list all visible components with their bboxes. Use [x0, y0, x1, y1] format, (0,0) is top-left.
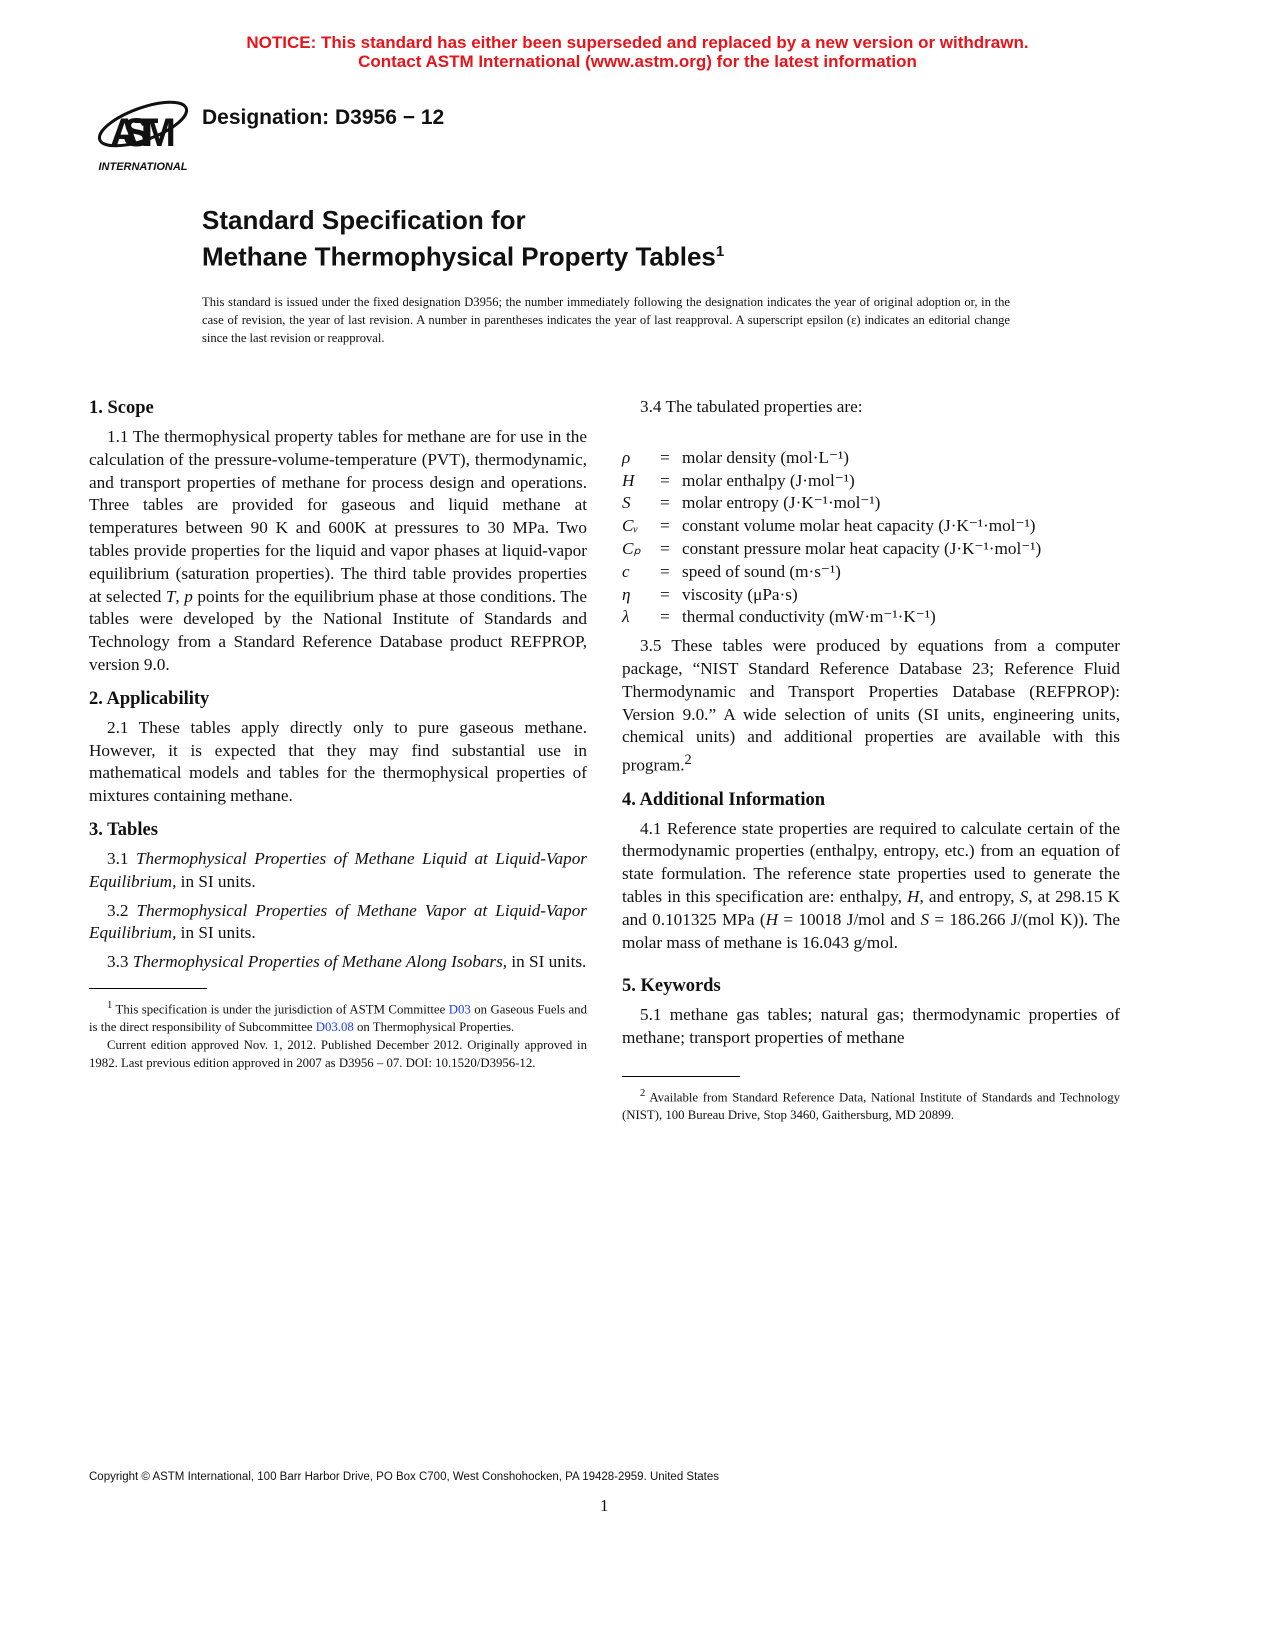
text-run: Cᵥ	[622, 516, 639, 536]
text-run: =	[660, 538, 670, 558]
text-run: η	[622, 584, 631, 604]
copyright: Copyright © ASTM International, 100 Barr Harbor Drive, PO Box C700, West Conshohocken, PA 19428-2959. United States	[89, 1471, 720, 1483]
text-run: 3.5 These tables were produced by equations from a computer package, “NIST Standard Reference Database 23; Reference Fluid Thermodynamic and Transport Properties Database (REFPROP): Version 9.0.” A wide selection of units (SI units, engineering units, chemical units) and additional properties are available with this program.	[622, 636, 1120, 775]
svg-text:ASTM: ASTM	[110, 111, 176, 155]
footnote-1-edition: Current edition approved Nov. 1, 2012. Published December 2012. Originally approved in 1982. Last previous edition approved in 2007 as D3956 – 07. DOI: 10.1520/D3956-12.	[89, 1038, 587, 1071]
section-heading-additional-information: 4. Additional Information	[622, 789, 826, 810]
text-run: 3.3	[107, 952, 133, 972]
section-heading-keywords: 5. Keywords	[622, 976, 721, 997]
symbol-definition: molar enthalpy (J·mol⁻¹)	[682, 470, 855, 490]
symbol-definition: thermal conductivity (mW·m⁻¹·K⁻¹)	[682, 607, 936, 627]
text-run: H	[765, 909, 778, 929]
section-heading-tables: 3. Tables	[89, 819, 158, 840]
text-run: on Gaseous Fuels and is the direct responsibility of Subcommittee	[89, 1002, 587, 1035]
text-run: 1.1 The thermophysical property tables for methane are for use in the calculation of the pressure-volume-temperature (PVT), thermodynamic, and transport properties of methane for process design and operations. Three tables are provided for gaseous and liquid methane at temperatures between 90 K and 600K at pressures to 30 MPa. Two tables provide properties for the liquid and vapor phases at liquid-vapor equilibrium (saturation properties). The third table provides properties at selected	[89, 427, 587, 606]
text-run: This specification is under the jurisdiction of ASTM Committee	[112, 1002, 449, 1017]
text-run: points for the equilibrium phase at those conditions. The tables were developed by the National Institute of Standards and Technology from a Standard Reference Database product REFPROP, version 9.0.	[89, 586, 587, 674]
text-run: H	[907, 887, 920, 907]
text-run: =	[660, 607, 670, 627]
text-run: 3.2	[107, 900, 137, 920]
text-run: 2	[640, 1088, 646, 1100]
paragraph-2-1: 2.1 These tables apply directly only to pure gaseous methane. However, it is expected that they may find substantial use in mathematical models and tables for the thermophysical properties of mixtures containing methane.	[89, 717, 587, 806]
text-run: 3.1	[107, 848, 136, 868]
page-number: 1	[600, 1496, 609, 1515]
text-run: S	[1019, 887, 1029, 907]
text-run: in SI units.	[176, 923, 256, 943]
symbol-definition: constant pressure molar heat capacity (J·K⁻¹·mol⁻¹)	[682, 538, 1042, 558]
left-column	[89, 396, 587, 1072]
text-run: Thermophysical Properties of Methane Along Isobars,	[132, 952, 508, 972]
text-run: c	[622, 561, 630, 581]
text-run: H	[622, 470, 635, 490]
text-run: S	[920, 909, 930, 929]
title-line-2: Methane Thermophysical Property Tables	[202, 241, 716, 272]
paragraph-4-1	[622, 818, 1120, 955]
withdrawal-notice	[0, 33, 1275, 71]
symbol-definition: speed of sound (m·s⁻¹)	[682, 561, 841, 581]
text-run: =	[660, 447, 670, 467]
text-run: , at 298.15 K and 0.101325 MPa (	[622, 887, 1120, 929]
right-column	[622, 396, 1120, 1124]
text-run: = 10018 J/mol and	[778, 909, 921, 929]
notice-line-1: NOTICE: This standard has either been superseded and replaced by a new version or withdrawn.	[246, 33, 1029, 52]
text-run: , and entropy,	[919, 887, 1020, 907]
text-run: = 186.266 J/(mol K)). The molar mass of methane is 16.043 g/mol.	[622, 909, 1121, 952]
text-run: on Thermophysical Properties.	[353, 1020, 515, 1035]
text-run: T	[165, 586, 176, 606]
text-run: =	[660, 470, 670, 490]
text-run: in SI units.	[176, 871, 256, 891]
text-run: S	[622, 493, 631, 513]
symbol-definition: molar entropy (J·K⁻¹·mol⁻¹)	[682, 493, 881, 513]
astm-logo	[93, 84, 193, 174]
footnote-divider	[89, 988, 207, 989]
text-run: Cₚ	[622, 538, 641, 558]
text-run: =	[660, 561, 670, 581]
paragraph-1-1	[89, 426, 587, 677]
paragraph-3-5	[622, 635, 1120, 778]
footnote-divider	[622, 1076, 740, 1077]
text-run: 4.1 Reference state properties are required to calculate certain of the thermodynamic properties (enthalpy, entropy, etc.) from an equation of state formulation. The reference state properties used to generate the tables in this specification are: enthalpy,	[622, 818, 1120, 907]
symbol-definition: viscosity (μPa·s)	[682, 584, 798, 604]
text-run: ρ	[622, 447, 631, 467]
document-title	[202, 205, 724, 273]
text-run: λ	[622, 607, 630, 627]
paragraph-3-2	[89, 900, 587, 946]
text-run: p	[184, 586, 193, 606]
link-d03[interactable]: D03	[448, 1002, 471, 1017]
notice-line-2: Contact ASTM International (www.astm.org) for the latest information	[358, 52, 917, 71]
svg-text:INTERNATIONAL: INTERNATIONAL	[98, 161, 188, 173]
text-run: ,	[175, 586, 185, 606]
paragraph-5-1: 5.1 methane gas tables; natural gas; thermodynamic properties of methane; transport properties of methane	[622, 1005, 1120, 1048]
text-run: in SI units.	[507, 952, 587, 972]
title-footnote-ref: 1	[715, 243, 725, 260]
section-heading-applicability: 2. Applicability	[89, 688, 210, 709]
link-d03-08[interactable]: D03.08	[315, 1020, 354, 1035]
text-run: Thermophysical Properties of Methane Vapor at Liquid-Vapor Equilibrium,	[89, 900, 587, 943]
text-run: 1	[107, 999, 113, 1011]
footnote-1	[89, 997, 587, 1072]
symbol-definition: constant volume molar heat capacity (J·K⁻¹·mol⁻¹)	[682, 516, 1036, 536]
text-run: 2	[684, 752, 692, 769]
text-run: =	[660, 516, 670, 536]
title-line-1: Standard Specification for	[202, 205, 526, 235]
symbol-definition: molar density (mol·L⁻¹)	[682, 447, 849, 467]
paragraph-3-3	[89, 951, 587, 974]
text-run: =	[660, 493, 670, 513]
paragraph-3-1	[89, 848, 587, 894]
text-run: =	[660, 584, 670, 604]
text-run: Available from Standard Reference Data, National Institute of Standards and Technology (NIST), 100 Bureau Drive, Stop 3460, Gaithersburg, MD 20899.	[622, 1090, 1120, 1123]
footnote-2	[622, 1085, 1120, 1124]
symbol-list	[622, 447, 1120, 629]
section-heading-scope: 1. Scope	[89, 398, 154, 418]
designation: Designation: D3956 − 12	[202, 106, 445, 129]
issuance-statement: This standard is issued under the fixed designation D3956; the number immediately following the designation indicates the year of original adoption or, in the case of revision, the year of last revision. A number in parentheses indicates the year of last reapproval. A superscript epsilon (ε) indicates an editorial change since the last revision or reapproval.	[202, 295, 1010, 345]
text-run: Thermophysical Properties of Methane Liquid at Liquid-Vapor Equilibrium,	[89, 848, 587, 891]
paragraph-3-4: 3.4 The tabulated properties are:	[640, 397, 863, 416]
